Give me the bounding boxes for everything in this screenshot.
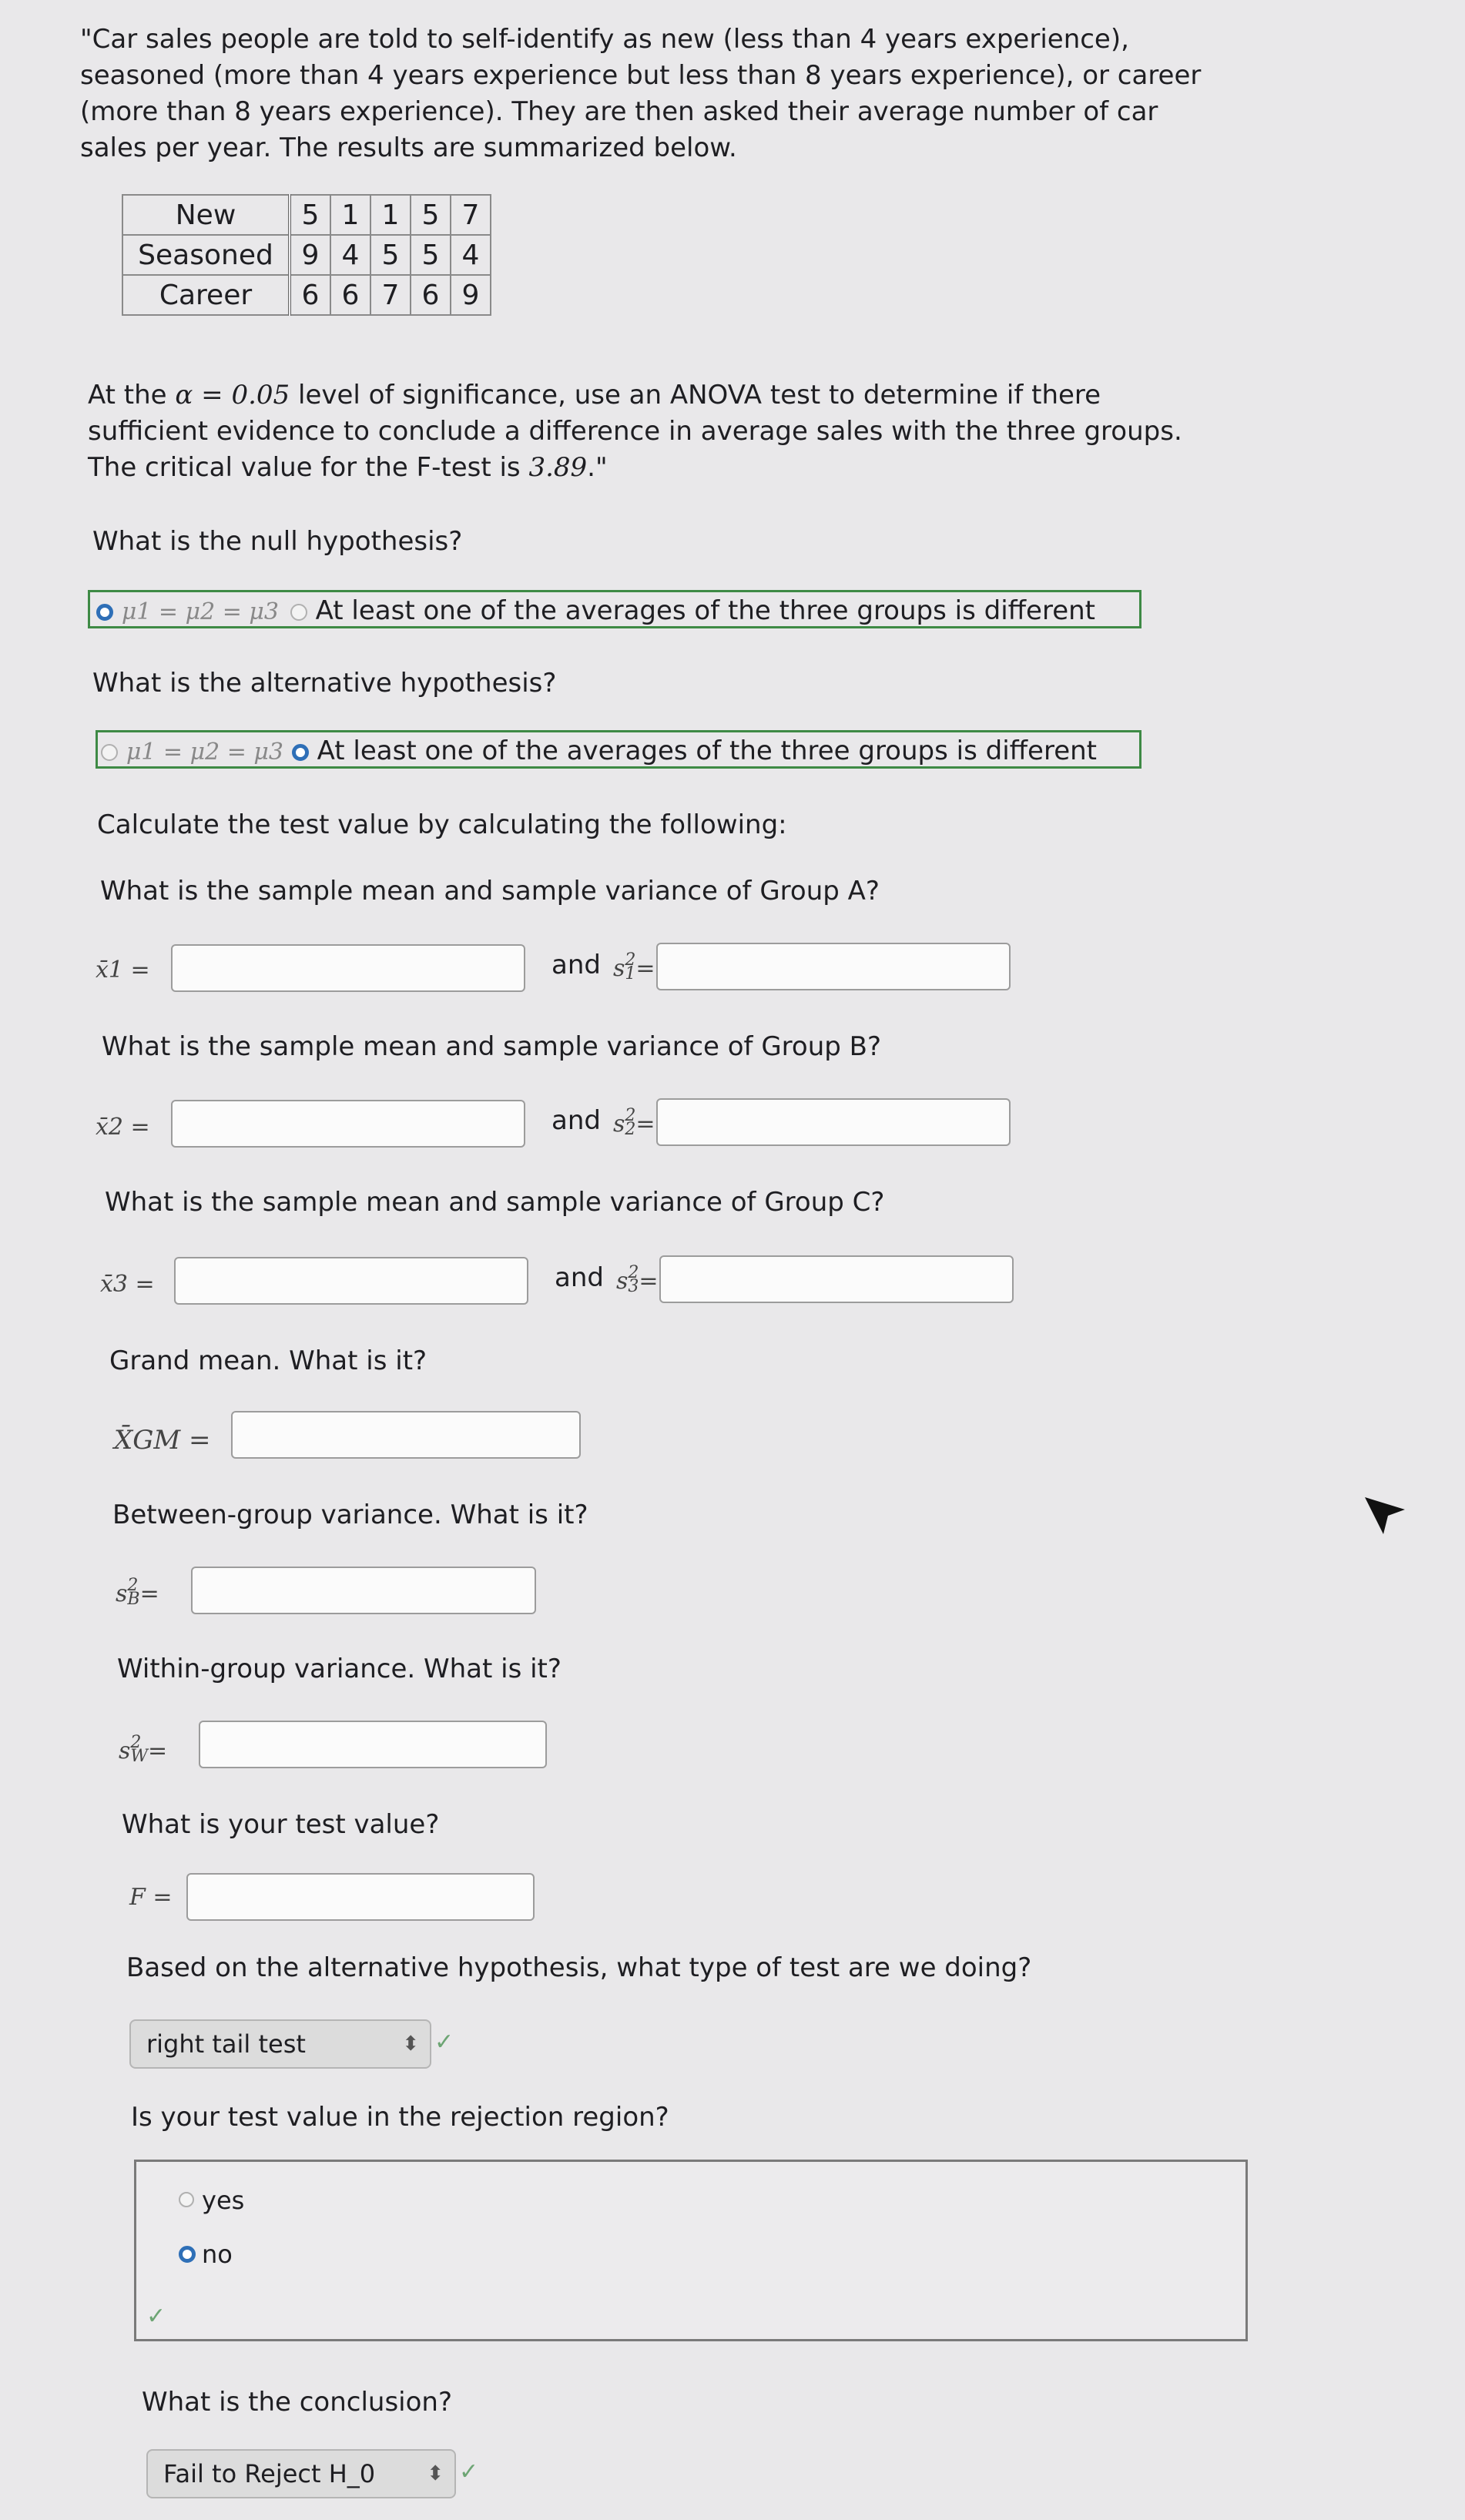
table-cell: 5 [411, 235, 451, 275]
table-row [122, 235, 491, 275]
row-label-seasoned: Seasoned [122, 235, 290, 275]
x3-symbol: x̄3 = [100, 1271, 155, 1298]
intro-line: seasoned (more than 4 years experience but less than 8 years experience), or career [80, 60, 1202, 91]
test-type-question: Based on the alternative hypothesis, what type of test are we doing? [126, 1952, 1032, 1983]
and-label: and [551, 1105, 601, 1136]
table-cell: 6 [290, 275, 330, 315]
select-caret-icon: ⬍ [402, 2032, 419, 2056]
intro-line: (more than 8 years experience). They are then asked their average number of car [80, 96, 1158, 127]
s3-input[interactable] [659, 1255, 1014, 1303]
correct-check-icon: ✓ [146, 2303, 166, 2330]
table-row [122, 195, 491, 235]
table-row [122, 275, 491, 315]
x1-symbol: x̄1 = [96, 957, 150, 984]
rejection-choices [134, 2160, 1248, 2341]
select-caret-icon: ⬍ [427, 2462, 444, 2485]
test-type-selected: right tail test [146, 2029, 306, 2059]
para-text: level of significance, use an ANOVA test to determine if there [290, 380, 1101, 411]
row-label-new: New [122, 195, 290, 235]
and-label: and [555, 1262, 604, 1293]
conclusion-select[interactable] [146, 2449, 456, 2498]
f-symbol: F = [129, 1884, 173, 1911]
table-cell: 5 [411, 195, 451, 235]
group-c-question: What is the sample mean and sample variance of Group C? [105, 1187, 885, 1218]
s1-symbol: $s^21=$ [613, 950, 655, 984]
s2-input[interactable] [656, 1098, 1011, 1146]
x2-input[interactable] [171, 1100, 525, 1148]
rejection-option-no[interactable]: no [202, 2240, 233, 2269]
within-variance-question: Within-group variance. What is it? [117, 1654, 562, 1684]
para-text: ." [587, 452, 608, 483]
para-text: At the [88, 380, 176, 411]
alt-hypothesis-choices [96, 730, 1141, 769]
problem-paragraph [88, 377, 1182, 486]
radio-selected-icon[interactable] [292, 744, 309, 761]
x1-input[interactable] [171, 944, 525, 992]
table-cell: 5 [290, 195, 330, 235]
x2-symbol: x̄2 = [96, 1114, 150, 1141]
alpha-value: α = 0.05 [175, 380, 290, 411]
rejection-question: Is your test value in the rejection region? [131, 2102, 669, 2133]
null-hypothesis-choices [88, 590, 1141, 628]
test-value-question: What is your test value? [122, 1809, 440, 1840]
grand-mean-question: Grand mean. What is it? [109, 1345, 427, 1376]
problem-intro [80, 22, 1201, 166]
grand-mean-input[interactable] [231, 1411, 581, 1459]
table-cell: 1 [330, 195, 370, 235]
null-option-equal[interactable]: μ1 = μ2 = μ3 [121, 598, 279, 625]
sales-data-table [122, 194, 491, 316]
null-option-different[interactable]: At least one of the averages of the three groups is different [315, 595, 1096, 626]
sw-symbol: $s^2W=$ [119, 1733, 168, 1766]
group-b-question: What is the sample mean and sample variance of Group B? [102, 1031, 882, 1062]
rejection-option-yes[interactable]: yes [202, 2186, 245, 2215]
radio-unselected-icon[interactable] [290, 604, 307, 621]
table-cell: 4 [330, 235, 370, 275]
conclusion-question: What is the conclusion? [142, 2387, 453, 2418]
table-cell: 9 [451, 275, 491, 315]
alt-hypothesis-question: What is the alternative hypothesis? [92, 668, 557, 699]
null-hypothesis-question: What is the null hypothesis? [92, 526, 463, 557]
s1-input[interactable] [656, 943, 1011, 990]
radio-selected-icon[interactable] [179, 2246, 196, 2263]
between-variance-input[interactable] [191, 1567, 536, 1614]
group-a-question: What is the sample mean and sample variance of Group A? [100, 876, 880, 906]
intro-line: sales per year. The results are summarized below. [80, 132, 737, 163]
critical-value: 3.89 [528, 452, 588, 483]
sb-symbol: $s^2B=$ [116, 1576, 159, 1609]
radio-unselected-icon[interactable] [179, 2192, 194, 2207]
within-variance-input[interactable] [199, 1721, 547, 1768]
test-type-select[interactable] [129, 2019, 431, 2069]
correct-check-icon: ✓ [459, 2458, 479, 2485]
correct-check-icon: ✓ [434, 2029, 454, 2056]
cursor-arrow-icon [1362, 1493, 1408, 1539]
radio-selected-icon[interactable] [96, 604, 113, 621]
alt-option-different[interactable]: At least one of the averages of the three groups is different [317, 736, 1098, 766]
para-text: The critical value for the F-test is [88, 452, 529, 483]
table-cell: 6 [411, 275, 451, 315]
table-cell: 7 [370, 275, 411, 315]
table-cell: 4 [451, 235, 491, 275]
and-label: and [551, 950, 601, 980]
x3-input[interactable] [174, 1257, 528, 1305]
table-cell: 6 [330, 275, 370, 315]
table-cell: 7 [451, 195, 491, 235]
table-cell: 9 [290, 235, 330, 275]
para-text: sufficient evidence to conclude a difference in average sales with the three groups. [88, 416, 1182, 447]
s3-symbol: $s^23=$ [616, 1263, 659, 1296]
calc-intro: Calculate the test value by calculating the following: [97, 809, 787, 840]
test-value-input[interactable] [186, 1873, 535, 1921]
s2-symbol: $s^22=$ [613, 1106, 655, 1139]
alt-option-equal[interactable]: μ1 = μ2 = μ3 [126, 739, 283, 766]
grand-mean-symbol: X̄GM = [114, 1425, 211, 1456]
conclusion-selected: Fail to Reject H_0 [163, 2459, 376, 2488]
table-cell: 5 [370, 235, 411, 275]
intro-line: "Car sales people are told to self-identify as new (less than 4 years experience), [80, 24, 1129, 55]
row-label-career: Career [122, 275, 290, 315]
radio-unselected-icon[interactable] [101, 744, 118, 761]
table-cell: 1 [370, 195, 411, 235]
between-variance-question: Between-group variance. What is it? [112, 1500, 588, 1530]
